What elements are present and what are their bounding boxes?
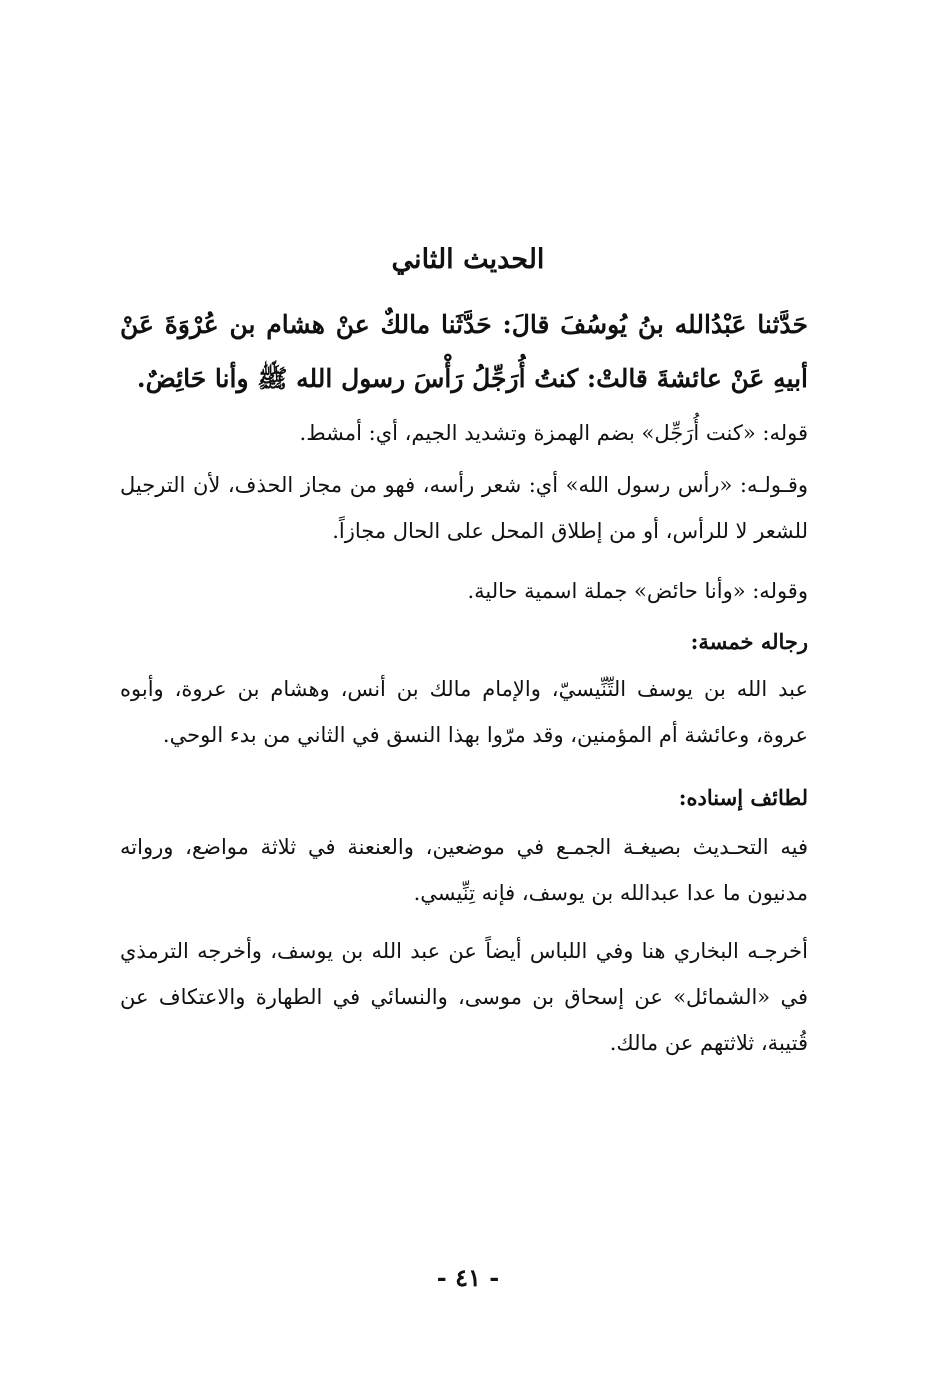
takhrij-paragraph: أخرجـه البخاري هنا وفي اللباس أيضاً عن عبد الله بن يوسف، وأخرجه الترمذي في «الشمائل» عن إسحاق بن موسى، والنسائي في الطهارة والاعتكاف عن قُتيبة، ثلاثتهم عن مالك. — [120, 939, 808, 1055]
commentary-paragraph-2: وقـولـه: «رأس رسول الله» أي: شعر رأسه، فهو من مجاز الحذف، لأن الترجيل للشعر لا للرأس، أو من إطلاق المحل على الحال مجازاً. — [120, 473, 808, 543]
lataif-heading: لطائف إسناده: — [678, 785, 808, 810]
page-number: - ٤١ - — [436, 1263, 500, 1292]
hadith-title: الحديث الثاني — [391, 244, 545, 275]
rijal-heading: رجاله خمسة: — [690, 629, 808, 654]
commentary-paragraph-1: قوله: «كنت أُرَجِّل» بضم الهمزة وتشديد الجيم، أي: أمشط. — [299, 421, 808, 445]
rijal-paragraph: عبد الله بن يوسف التِّنِّيسيّ، والإمام مالك بن أنس، وهشام بن عروة، وأبوه عروة، وعائشة أم المؤمنين، وقد مرّوا بهذا النسق في الثاني من بدء الوحي. — [120, 677, 808, 747]
lataif-paragraph: فيه التحـديث بصيغـة الجمـع في موضعين، والعنعنة في ثلاثة مواضع، ورواته مدنيون ما عدا عبدالله بن يوسف، فإنه تِنِّيسي. — [120, 835, 808, 905]
hadith-text: حَدَّثنا عَبْدُالله بنُ يُوسُفَ قالَ: حَدَّثَنا مالكٌ عنْ هشام بن عُرْوَةَ عَنْ أبيهِ عَنْ عائشةَ قالتْ: كنتُ أُرَجِّلُ رَأْسَ رسول الله ﷺ وأنا حَائِضٌ. — [120, 310, 808, 393]
commentary-paragraph-3: وقوله: «وأنا حائض» جملة اسمية حالية. — [467, 579, 808, 603]
